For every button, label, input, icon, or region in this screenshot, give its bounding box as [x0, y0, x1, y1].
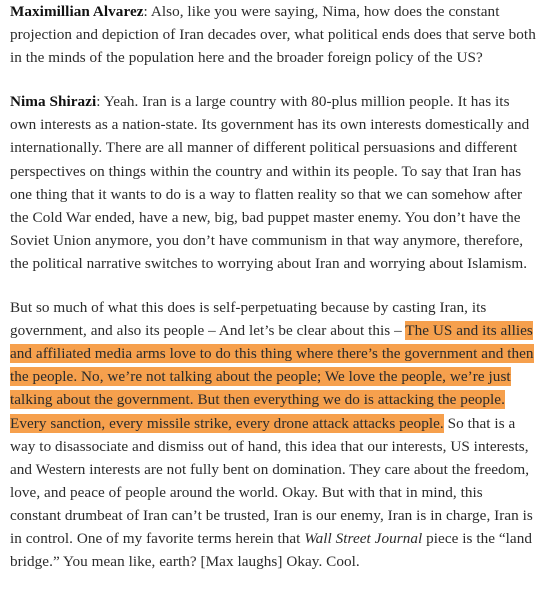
highlighted-passage: The US and its allies and affiliated media arms love to do this thing where there’s the government and then the people. No, we’re not talking about the people; We love the people, we’re just talking about the government. But then everything we do is attacking the people. Every sanction, every missile strike, every drone attack attacks people. — [10, 322, 534, 432]
speaker-separator: : — [96, 93, 101, 111]
transcript-body — [10, 0, 536, 594]
paragraph-text: Also, like you were saying, Nima, how does the constant projection and depiction of Iran decades over, what political ends does that serve both in the minds of the population here and the broader foreign policy of the US? — [10, 3, 536, 67]
paragraph-shirazi — [10, 90, 536, 275]
paragraph-shirazi-continued — [10, 296, 536, 573]
paragraph-text: Yeah. Iran is a large country with 80-plus million people. It has its own interests as a nation-state. Its government has its own interests domestically and internationally. There are all manner of different political persuasions and different perspectives on things within the country and within its people. To say that Iran has one thing that it wants to do is a way to flatten reality so that we can somehow after the Cold War ended, have a new, big, bad puppet master enemy. You don’t have the Soviet Union anymore, you don’t have communism in that way anymore, therefore, the political narrative switches to worrying about Iran and worrying about Islamism. — [10, 93, 530, 272]
paragraph-text-tail: piece is the “land bridge.” You mean like, earth? [Max laughs] Okay. Cool. — [10, 529, 533, 571]
speaker-separator: : — [143, 3, 148, 20]
paragraph-alvarez — [10, 0, 536, 69]
paragraph-text-before-highlight: But so much of what this does is self-perpetuating because by casting Iran, its government, and also its people – And let’s be clear about this – — [10, 299, 487, 340]
speaker-name: Nima Shirazi — [10, 93, 97, 111]
publication-title: Wall Street Journal — [304, 529, 423, 547]
paragraph-text-after-highlight: So that is a way to disassociate and dismiss out of hand, this idea that our interests, US interests, and Western interests are not fully bent on domination. They care about the freedom, love, and peace of people around the world. Okay. But with that in mind, this constant drumbeat of Iran can’t be trusted, Iran is our enemy, Iran is in charge, Iran is in control. One of my favorite terms herein that — [10, 414, 533, 547]
speaker-name: Maximillian Alvarez — [10, 3, 144, 20]
